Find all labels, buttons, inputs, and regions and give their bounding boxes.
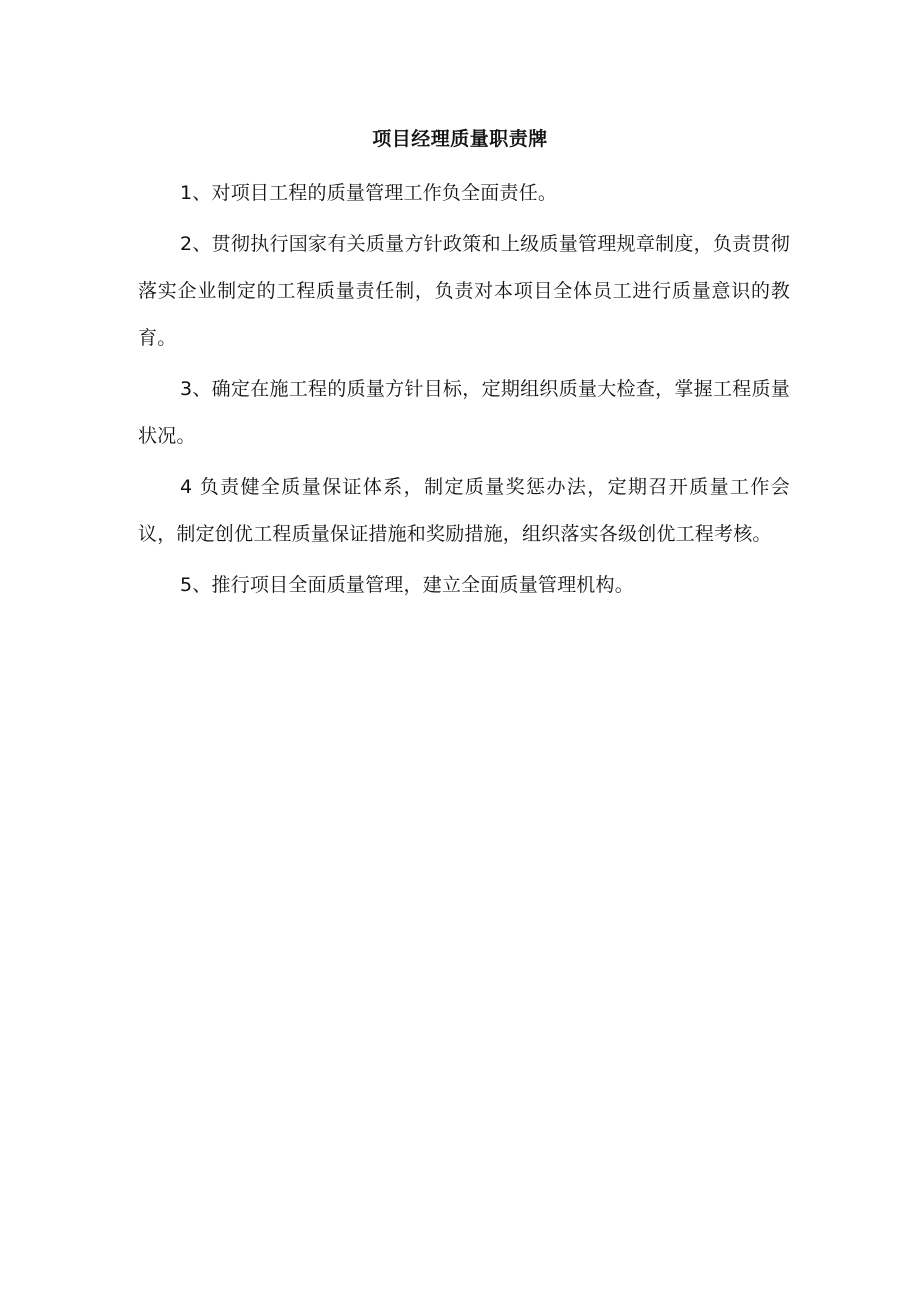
paragraph-4: 4 负责健全质量保证体系，制定质量奖惩办法，定期召开质量工作会议，制定创优工程质量保证措施和奖励措施，组织落实各级创优工程考核。 (138, 476, 790, 545)
document-title: 项目经理质量职责牌 (372, 128, 548, 150)
paragraph-2: 2、贯彻执行国家有关质量方针政策和上级质量管理规章制度，负责贯彻落实企业制定的工程质量责任制，负责对本项目全体员工进行质量意识的教育。 (138, 233, 790, 349)
paragraph-1: 1、对项目工程的质量管理工作负全面责任。 (180, 182, 558, 204)
paragraph-5: 5、推行项目全面质量管理，建立全面质量管理机构。 (180, 574, 634, 596)
paragraph-3: 3、确定在施工程的质量方针目标，定期组织质量大检查，掌握工程质量状况。 (138, 378, 790, 447)
document-body (138, 170, 790, 613)
